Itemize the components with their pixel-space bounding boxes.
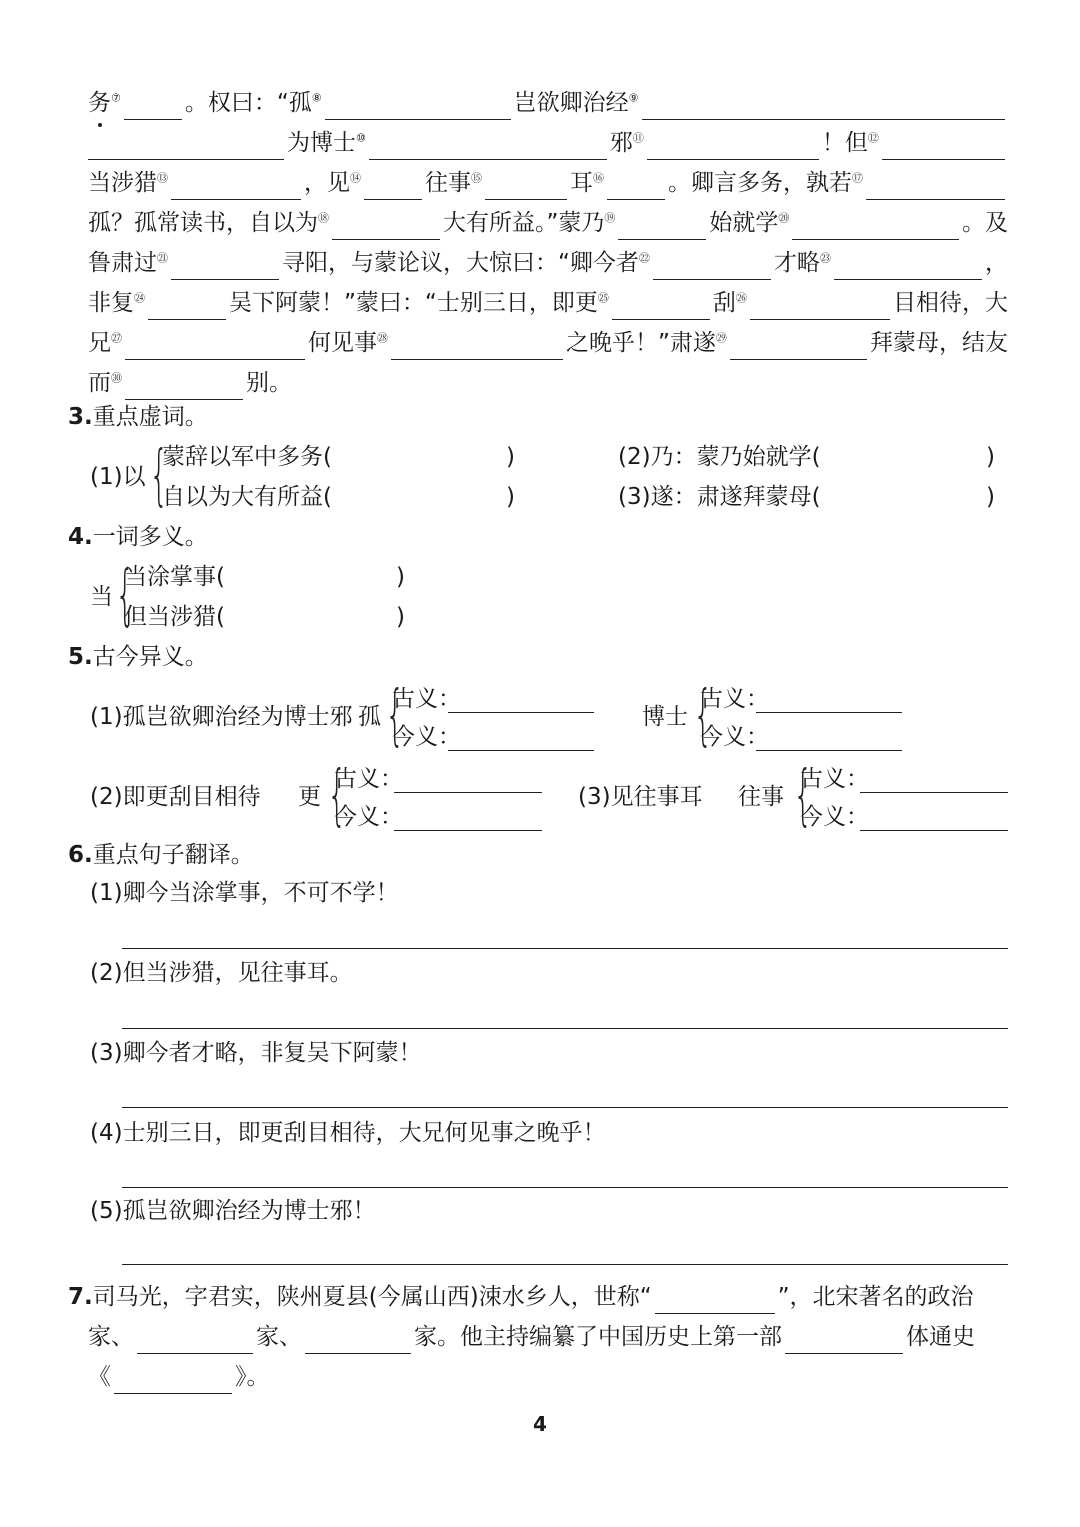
answer-blank[interactable]: [171, 169, 301, 200]
passage-line-6: 非复$^㉔$ 吴下阿蒙！”蒙曰：“士别三日，即更$^㉕$ 刮$^㉖$ 目相待，大: [88, 280, 1008, 320]
section-5-title: 5.古今异义。: [68, 644, 208, 670]
s6-item-3: (3)卿今者才略，非复吴下阿蒙！: [90, 1040, 422, 1066]
passage-line-2: 为博士⑩ 邪⑪ ！但⑫: [88, 120, 1008, 160]
passage-line-3: 当涉猎⑬ ，见⑭ 往事⑮ 耳⑯ 。卿言多务，孰若⑰: [88, 160, 1008, 200]
s5-brace: {: [327, 756, 347, 833]
s5-word-wangshi: 往事: [738, 784, 784, 810]
s7-line-3: 《 》。: [88, 1354, 1008, 1394]
s5-boshi-jin: 今义：: [700, 724, 769, 750]
answer-blank[interactable]: [642, 89, 1005, 120]
s4-a-close: ): [396, 564, 405, 590]
answer-line[interactable]: [122, 1107, 1008, 1108]
answer-line[interactable]: [122, 1187, 1008, 1188]
s5-q1-jin: 今义：: [392, 724, 461, 750]
s6-item-5: (5)孤岂欲卿治经为博士邪！: [90, 1198, 376, 1224]
s4-b-close: ): [396, 604, 405, 630]
answer-line[interactable]: [122, 948, 1008, 949]
answer-blank[interactable]: [114, 1363, 232, 1394]
section-6-title: 6.重点句子翻译。: [68, 842, 254, 868]
answer-blank[interactable]: [834, 249, 982, 280]
s4-b: 但当涉猎(: [124, 604, 225, 630]
passage-line-8: 而$^㉚$ 别。: [88, 360, 1008, 400]
answer-blank[interactable]: [792, 209, 959, 240]
answer-blank[interactable]: [730, 329, 867, 360]
s5-geng-jin: 今义：: [334, 804, 403, 830]
answer-blank[interactable]: [866, 169, 1005, 200]
s3-q2: (2)乃：蒙乃始就学(: [618, 444, 821, 470]
s5-q1: (1)孤岂欲卿治经为博士邪: [90, 704, 353, 730]
s3-q1-label: (1)以: [90, 464, 146, 490]
answer-blank[interactable]: [756, 682, 902, 713]
answer-blank[interactable]: [485, 169, 567, 200]
s6-item-2: (2)但当涉猎，见往事耳。: [90, 960, 353, 986]
answer-blank[interactable]: [607, 169, 665, 200]
s6-item-4: (4)士别三日，即更刮目相待，大兄何见事之晚乎！: [90, 1120, 606, 1146]
s3-q3-close: ): [986, 484, 995, 510]
answer-blank[interactable]: [394, 762, 542, 793]
s5-q3: (3)见往事耳: [578, 784, 703, 810]
answer-blank[interactable]: [785, 1323, 903, 1354]
s5-geng-gu: 古义：: [334, 766, 403, 792]
s5-wangshi-jin: 今义：: [800, 804, 869, 830]
s5-q2: (2)即更刮目相待: [90, 784, 261, 810]
s5-brace: {: [793, 756, 813, 833]
s4-a: 当涂掌事(: [124, 564, 225, 590]
s3-q2-close: ): [986, 444, 995, 470]
page-number: 4: [533, 1412, 547, 1436]
answer-blank[interactable]: [305, 1323, 411, 1354]
answer-blank[interactable]: [655, 1283, 775, 1314]
answer-blank[interactable]: [860, 800, 1008, 831]
answer-blank[interactable]: [391, 329, 563, 360]
answer-blank[interactable]: [369, 129, 607, 160]
answer-blank[interactable]: [647, 129, 819, 160]
answer-blank[interactable]: [364, 169, 422, 200]
answer-line[interactable]: [122, 1028, 1008, 1029]
answer-blank[interactable]: [137, 1323, 253, 1354]
s3-q1-b-close: ): [506, 484, 515, 510]
s3-q1-b: 自以为大有所益(: [162, 484, 332, 510]
s5-boshi-gu: 古义：: [700, 686, 769, 712]
answer-blank[interactable]: [171, 249, 279, 280]
s3-q1-a-close: ): [506, 444, 515, 470]
answer-blank[interactable]: [125, 329, 305, 360]
s4-brace: {: [115, 556, 135, 633]
answer-blank[interactable]: [448, 720, 594, 751]
answer-blank[interactable]: [860, 762, 1008, 793]
s5-word-gu: 孤: [358, 704, 381, 730]
s5-brace: {: [385, 676, 405, 753]
s3-q3: (3)遂：肃遂拜蒙母(: [618, 484, 821, 510]
answer-blank[interactable]: [394, 800, 542, 831]
s6-item-1: (1)卿今当涂掌事，不可不学！: [90, 880, 399, 906]
answer-blank[interactable]: [124, 89, 182, 120]
passage-line-7: 兄$^㉗$ 何见事$^㉘$ 之晚乎！”肃遂$^㉙$ 拜蒙母，结友: [88, 320, 1008, 360]
answer-blank[interactable]: [88, 129, 284, 160]
s5-brace: {: [693, 676, 713, 753]
answer-blank[interactable]: [612, 289, 710, 320]
answer-blank[interactable]: [448, 682, 594, 713]
answer-line[interactable]: [122, 1264, 1008, 1265]
passage-line-4: 孤？孤常读书，自以为⑱ 大有所益。”蒙乃⑲ 始就学⑳ 。及: [88, 200, 1008, 240]
answer-blank[interactable]: [653, 249, 771, 280]
s5-word-boshi: 博士: [642, 704, 688, 730]
answer-blank[interactable]: [148, 289, 226, 320]
s3-q1-a: 蒙辞以军中多务(: [162, 444, 332, 470]
s4-label: 当: [90, 584, 113, 610]
s7-line-1: 7. 司马光，字君实，陕州夏县(今属山西)涑水乡人，世称“ ”，北宋著名的政治: [68, 1274, 1008, 1314]
answer-blank[interactable]: [325, 89, 511, 120]
section-4-title: 4.一词多义。: [68, 524, 208, 550]
section-3-title: 3.重点虚词。: [68, 404, 208, 430]
s5-q1-gu: 古义：: [392, 686, 461, 712]
passage-line-1: 务⑦ 。权曰：“孤⑧ 岂欲卿治经⑨: [88, 80, 1008, 120]
passage-line-5: 鲁肃过$^㉑$ 寻阳，与蒙论议，大惊曰：“卿今者$^㉒$ 才略$^㉓$ ，: [88, 240, 1008, 280]
s3-brace: {: [149, 436, 169, 513]
answer-blank[interactable]: [750, 289, 890, 320]
s5-word-geng: 更: [298, 784, 321, 810]
s5-wangshi-gu: 古义：: [800, 766, 869, 792]
answer-blank[interactable]: [882, 129, 1005, 160]
answer-blank[interactable]: [618, 209, 706, 240]
answer-blank[interactable]: [332, 209, 440, 240]
s7-line-2: 家、 家、 家。他主持编纂了中国历史上第一部 体通史: [88, 1314, 1008, 1354]
answer-blank[interactable]: [125, 369, 243, 400]
answer-blank[interactable]: [756, 720, 902, 751]
